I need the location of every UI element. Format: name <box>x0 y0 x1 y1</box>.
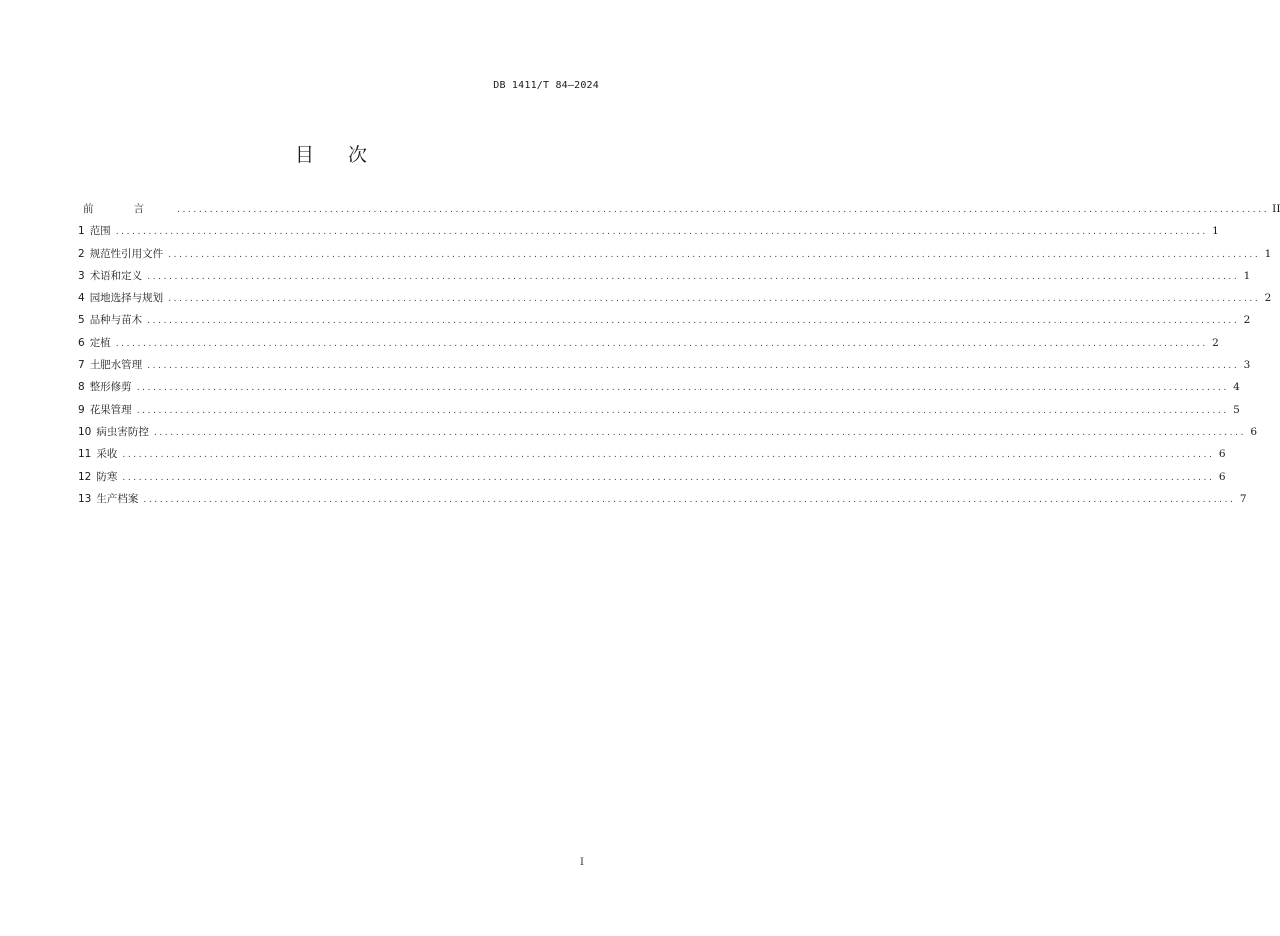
toc-entry-page: II <box>1272 203 1280 215</box>
toc-entry-number: 6 <box>78 336 85 349</box>
toc-entry-label <box>78 376 134 398</box>
toc-entry-title: 术语和定义 <box>89 269 143 282</box>
toc-entry-title: 花果管理 <box>89 403 132 416</box>
toc-entry-number: 12 <box>78 470 92 483</box>
toc-entry-number: 11 <box>78 448 92 461</box>
dot-leader: ........................................................................................................................................................................................................ <box>122 450 1215 461</box>
dot-leader: ........................................................................................................................................................................................................ <box>147 316 1240 327</box>
toc-entry-site-selection[interactable] <box>78 287 1272 309</box>
toc-entry-number: 2 <box>78 247 85 260</box>
toc-entry-number: 1 <box>78 225 85 238</box>
dot-leader: ........................................................................................................................................................................................................ <box>147 271 1240 282</box>
toc-entry-title: 定植 <box>89 336 111 349</box>
toc-entry-number: 8 <box>78 381 85 394</box>
toc-entry-page: 7 <box>1239 492 1247 505</box>
page-number: I <box>580 857 584 868</box>
toc-entry-number: 13 <box>78 492 92 505</box>
toc-entry-label <box>78 443 119 465</box>
toc-entry-page: 1 <box>1243 269 1251 282</box>
toc-entry-number: 10 <box>78 425 92 438</box>
dot-leader: ........................................................................................................................................................................................................ <box>122 472 1215 483</box>
toc-entry-title: 采收 <box>96 448 118 461</box>
toc-entry-soil-fertilizer-water[interactable] <box>78 354 1251 376</box>
toc-entry-page: 4 <box>1233 381 1240 394</box>
dot-leader: ........................................................................................................................................................................................................ <box>147 361 1240 372</box>
dot-leader: ........................................................................................................................................................................................................ <box>168 249 1261 260</box>
toc-entry-page: 2 <box>1212 336 1219 349</box>
toc-entry-number: 3 <box>78 269 85 282</box>
toc-entry-title: 整形修剪 <box>89 381 132 394</box>
toc-entry-page: 2 <box>1264 292 1272 305</box>
toc-entry-title: 园地选择与规划 <box>89 292 164 305</box>
toc-entry-harvest[interactable] <box>78 443 1226 465</box>
document-code: DB 1411/T 84—2024 <box>493 80 599 91</box>
toc-entry-label <box>78 265 144 287</box>
toc-entry-scope[interactable] <box>78 220 1219 242</box>
dot-leader: ........................................................................................................................................................................................................ <box>177 205 1270 215</box>
toc-title: 目次 <box>294 144 401 166</box>
dot-leader: ........................................................................................................................................................................................................ <box>115 227 1208 238</box>
toc-entry-normative-references[interactable] <box>78 243 1272 265</box>
toc-entry-label <box>78 287 165 309</box>
toc-entry-number: 5 <box>78 314 85 327</box>
toc-entry-title: 病虫害防控 <box>96 425 149 438</box>
toc-entry-number: 4 <box>78 292 85 305</box>
toc-entry-title: 生产档案 <box>96 492 139 505</box>
toc-entry-title: 范围 <box>89 225 111 238</box>
toc-entry-production-records[interactable] <box>78 488 1247 510</box>
toc-entry-page: 6 <box>1250 425 1258 438</box>
toc-entry-number: 9 <box>78 403 85 416</box>
toc-entry-label <box>78 466 119 488</box>
toc-entry-page: 1 <box>1212 225 1219 238</box>
toc-entry-title: 规范性引用文件 <box>89 247 164 260</box>
toc-entry-label <box>78 309 144 331</box>
toc-entry-pruning[interactable] <box>78 376 1240 398</box>
toc-entry-label <box>78 198 184 220</box>
dot-leader: ........................................................................................................................................................................................................ <box>115 338 1208 349</box>
dot-leader: ........................................................................................................................................................................................................ <box>136 405 1229 416</box>
toc-entry-planting[interactable] <box>78 332 1219 354</box>
toc-entry-page: 2 <box>1243 314 1251 327</box>
toc-entry-title: 土肥水管理 <box>89 359 143 372</box>
table-of-contents <box>78 198 1280 510</box>
dot-leader: ........................................................................................................................................................................................................ <box>143 494 1236 505</box>
toc-entry-pest-control[interactable] <box>78 421 1258 443</box>
toc-entry-page: 6 <box>1218 448 1226 461</box>
dot-leader: ........................................................................................................................................................................................................ <box>153 427 1247 438</box>
toc-entry-title: 品种与苗木 <box>89 314 143 327</box>
toc-entry-number: 7 <box>78 359 85 372</box>
toc-entry-label <box>78 332 113 354</box>
toc-entry-label <box>78 243 165 265</box>
toc-entry-title: 防寒 <box>96 470 118 483</box>
toc-entry-label <box>78 488 140 510</box>
toc-entry-page: 3 <box>1243 359 1251 372</box>
dot-leader: ........................................................................................................................................................................................................ <box>168 294 1261 305</box>
toc-entry-label <box>78 354 144 376</box>
toc-entry-varieties-seedlings[interactable] <box>78 309 1251 331</box>
toc-entry-title: 前言 <box>83 203 184 215</box>
toc-entry-terms-definitions[interactable] <box>78 265 1251 287</box>
toc-entry-cold-protection[interactable] <box>78 466 1226 488</box>
toc-entry-page: 6 <box>1218 470 1226 483</box>
toc-entry-flower-fruit[interactable] <box>78 399 1240 421</box>
toc-entry-label <box>78 421 151 443</box>
toc-entry-label <box>78 399 134 421</box>
toc-entry-page: 5 <box>1233 403 1240 416</box>
dot-leader: ........................................................................................................................................................................................................ <box>136 383 1229 394</box>
toc-entry-preface[interactable] <box>78 198 1280 220</box>
toc-entry-page: 1 <box>1264 247 1272 260</box>
toc-entry-label <box>78 220 113 242</box>
